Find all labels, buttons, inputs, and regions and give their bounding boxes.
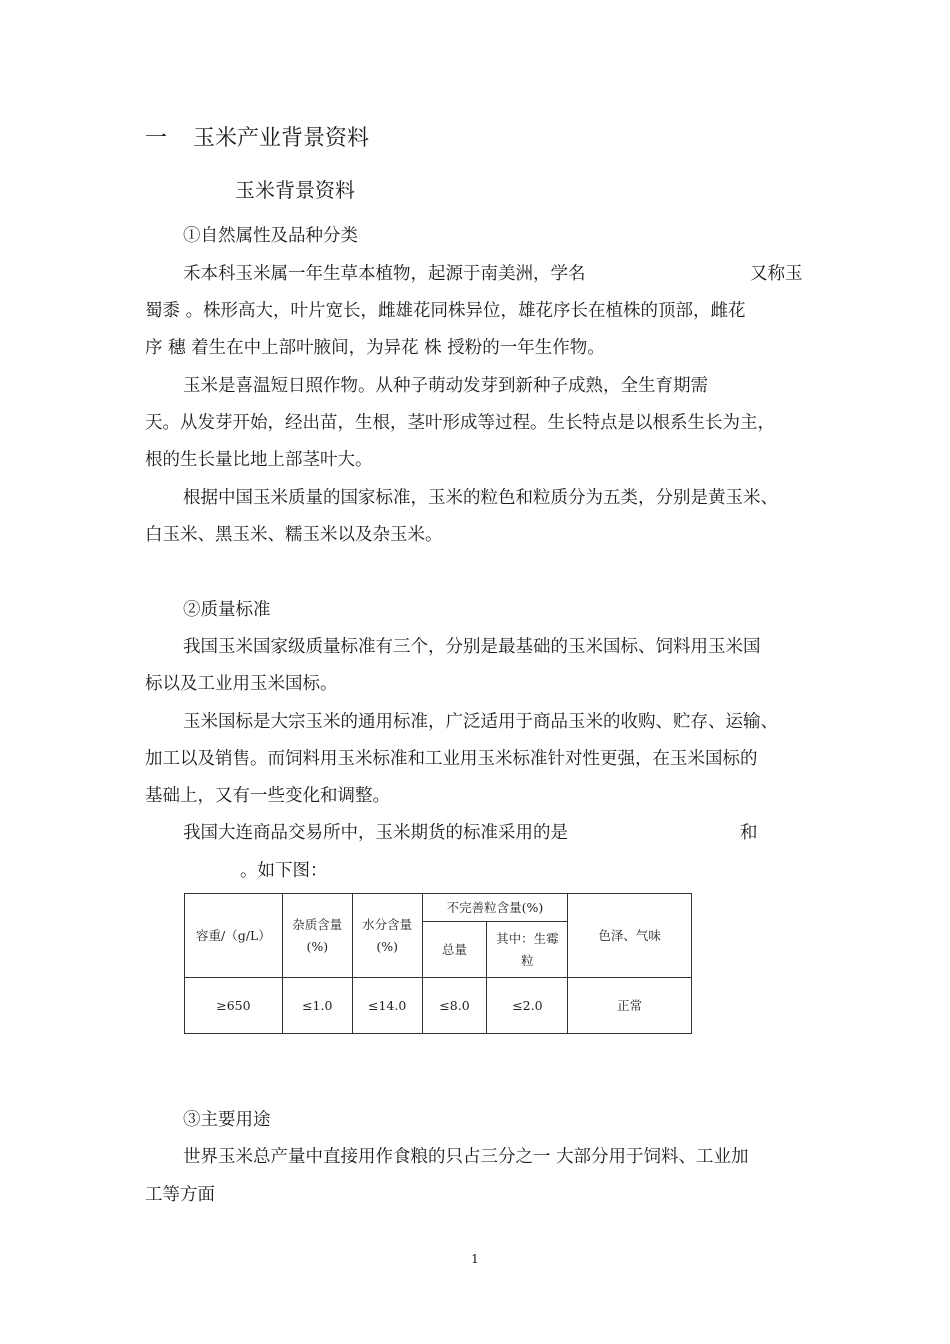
header-impurity-unit: (%) [306, 938, 329, 954]
header-impurity [282, 894, 352, 978]
paragraph-line: 禾本科玉米属一年生草本植物，起源于南美洲，学名 [183, 264, 586, 284]
paragraph-line: 我国大连商品交易所中，玉米期货的标准采用的是 [183, 823, 568, 843]
paragraph-line: 加工以及销售。而饲料用玉米标准和工业用玉米标准针对性更强，在玉米国标的 [145, 749, 758, 769]
header-moisture [352, 894, 422, 978]
paragraph-line: 蜀黍 。株形高大，叶片宽长，雌雄花同株异位，雄花序长在植株的顶部，雌花 [145, 301, 746, 321]
table-cell: ≤8.0 [422, 978, 487, 1034]
header-mold-label-cont: 粒 [521, 952, 534, 968]
paragraph-line: 白玉米、黑玉米、糯玉米以及杂玉米。 [145, 525, 443, 545]
header-bulk-density: 容重/（g/L） [185, 894, 283, 978]
section3-title: ③主要用途 [183, 1110, 271, 1130]
paragraph-line: 。如下图： [240, 861, 328, 881]
paragraph-line: 标以及工业用玉米国标。 [145, 674, 338, 694]
header-imperfect-mold [487, 922, 568, 978]
heading-title: 玉米产业背景资料 [193, 126, 370, 151]
heading-number: 一 [145, 126, 168, 151]
paragraph-line: 玉米是喜温短日照作物。从种子萌动发芽到新种子成熟，全生育期需 [183, 376, 708, 396]
paragraph-line: 又称玉 [750, 264, 803, 284]
paragraph-line: 我国玉米国家级质量标准有三个，分别是最基础的玉米国标、饲料用玉米国 [183, 637, 761, 657]
section1-title: ①自然属性及品种分类 [183, 226, 358, 246]
paragraph-line: 工等方面 [145, 1185, 215, 1205]
section2-title: ②质量标准 [183, 600, 271, 620]
paragraph-line: 基础上，又有一些变化和调整。 [145, 786, 390, 806]
paragraph-line: 根的生长量比地上部茎叶大。 [145, 450, 373, 470]
paragraph-line: 玉米国标是大宗玉米的通用标准，广泛适用于商品玉米的收购、贮存、运输、 [183, 712, 778, 732]
paragraph-line: 和 [740, 823, 758, 843]
table-cell: ≤14.0 [352, 978, 422, 1034]
header-mold-label: 其中：生霉 [496, 930, 559, 946]
page-number: 1 [471, 1252, 479, 1266]
table-cell: ≥650 [185, 978, 283, 1034]
table-cell: 正常 [568, 978, 692, 1034]
paragraph-line: 根据中国玉米质量的国家标准，玉米的粒色和粒质分为五类，分别是黄玉米、 [183, 488, 778, 508]
header-imperfect-total: 总量 [422, 922, 487, 978]
paragraph-line: 序 穗 着生在中上部叶腋间，为异花 株 授粉的一年生作物。 [145, 338, 605, 358]
header-color-odor: 色泽、气味 [568, 894, 692, 978]
header-impurity-label: 杂质含量 [292, 916, 343, 932]
quality-standard-table [184, 893, 692, 1034]
table-cell: ≤1.0 [282, 978, 352, 1034]
paragraph-line: 天。从发芽开始，经出苗，生根，茎叶形成等过程。生长特点是以根系生长为主， [145, 413, 775, 433]
header-moisture-unit: (%) [376, 938, 398, 954]
table-cell: ≤2.0 [487, 978, 568, 1034]
paragraph-line: 世界玉米总产量中直接用作食粮的只占三分之一 大部分用于饲料、工业加 [183, 1147, 749, 1167]
header-imperfect: 不完善粒含量(%) [422, 894, 568, 922]
header-moisture-label: 水分含量 [362, 916, 413, 932]
subheading: 玉米背景资料 [235, 178, 355, 202]
